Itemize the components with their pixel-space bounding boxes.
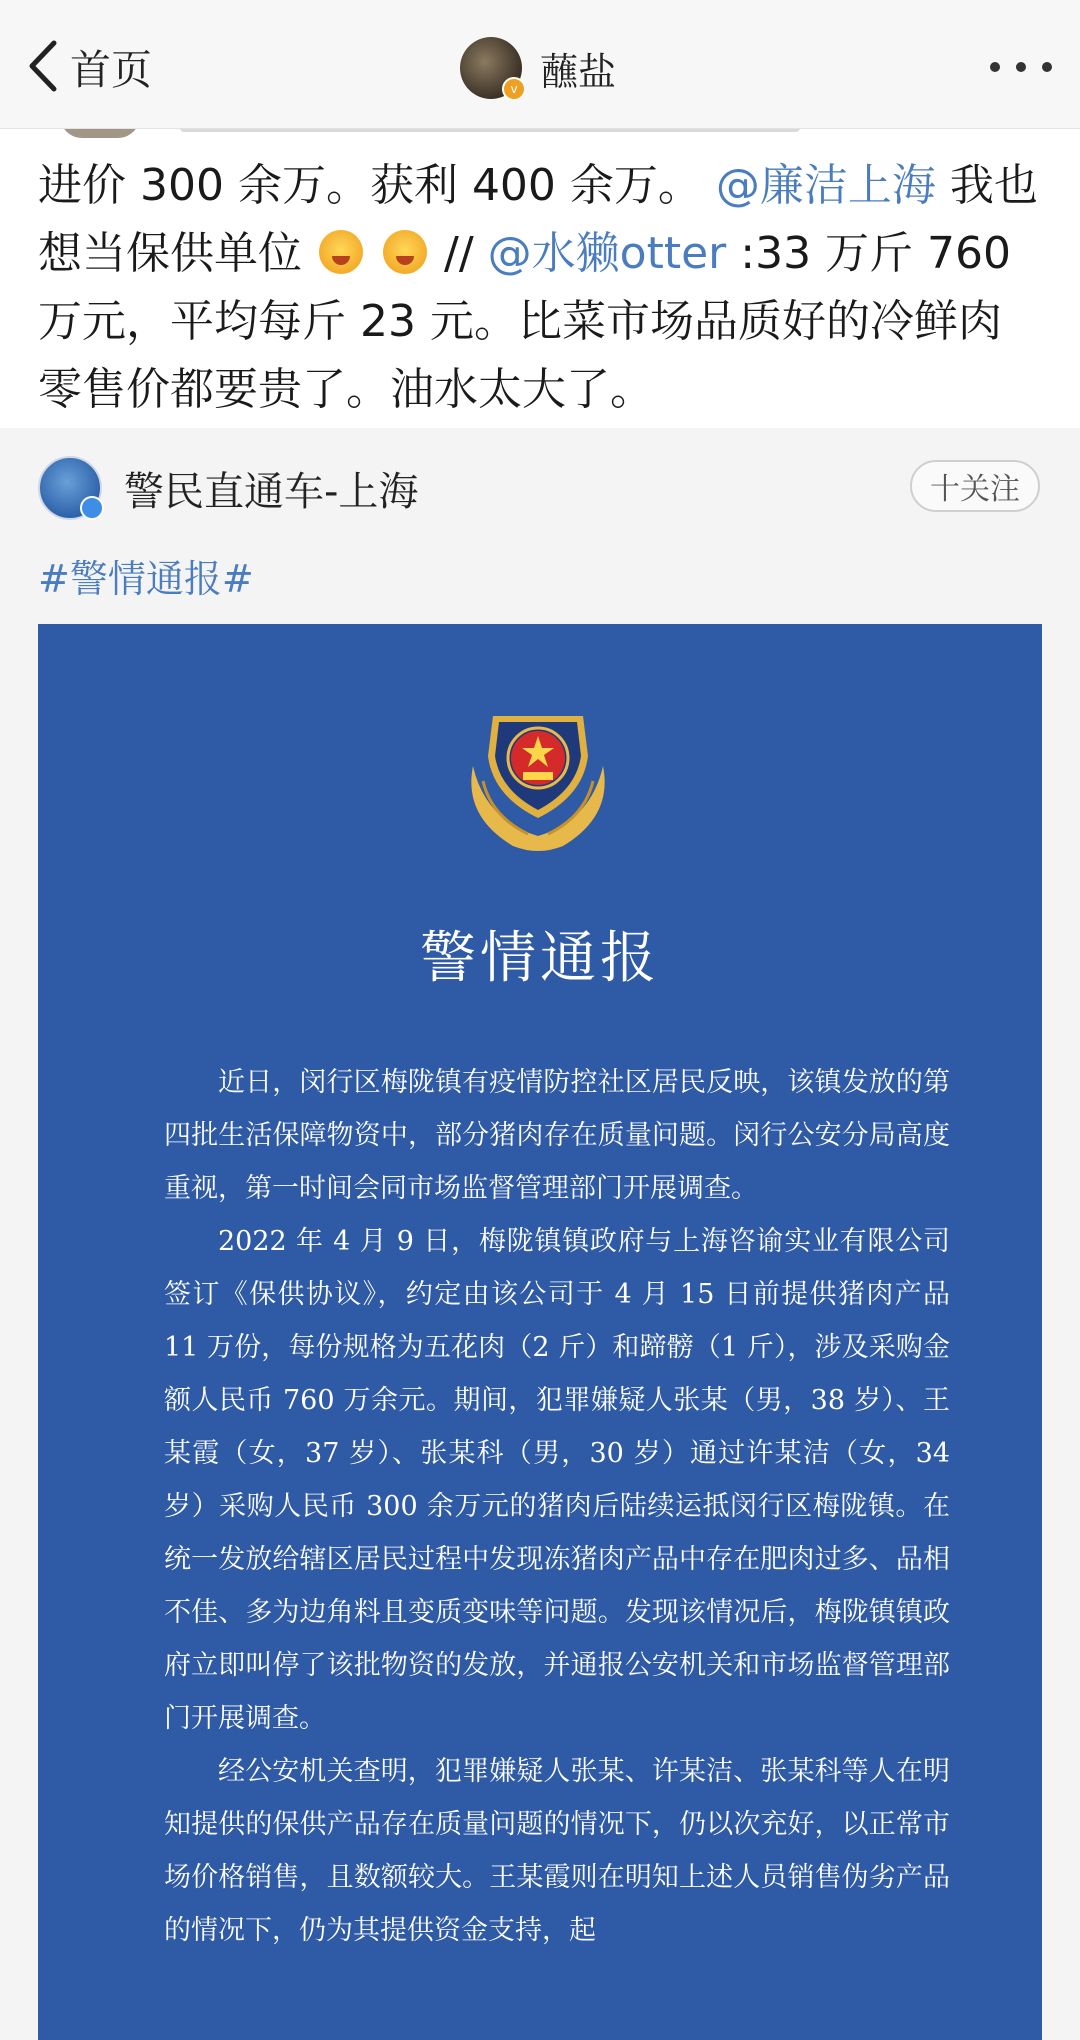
original-post[interactable]: [0, 428, 1080, 2040]
author-avatar[interactable]: [38, 456, 102, 520]
back-button[interactable]: [26, 36, 152, 96]
notice-paragraph: 经公安机关查明，犯罪嫌疑人张某、许某洁、张某科等人在明知提供的保供产品存在质量问题的情况下，仍以次充好，以正常市场价格销售，且数额较大。王某霞则在明知上述人员销售伪劣产品的情况下，仍为其提供资金支持，起: [164, 1756, 950, 1946]
verified-badge-icon: [80, 496, 104, 520]
hashtag-link[interactable]: #警情通报#: [38, 557, 254, 601]
notice-body: [164, 1056, 950, 1957]
repost-text-part: 进价 300 余万。获利 400 余万。: [38, 160, 702, 211]
emoji-heart-eyes-icon: [383, 230, 427, 274]
dot-icon: [990, 62, 1000, 72]
profile-name[interactable]: 蘸盐: [540, 49, 617, 94]
author-name[interactable]: 警民直通车-上海: [124, 468, 419, 515]
emoji-heart-eyes-icon: [319, 230, 363, 274]
follow-button[interactable]: 十关注: [910, 460, 1040, 512]
top-nav-bar: [0, 0, 1080, 129]
avatar[interactable]: [460, 37, 522, 99]
profile-header[interactable]: [460, 36, 616, 100]
blurred-avatar: [60, 128, 140, 138]
original-post-author[interactable]: [38, 456, 418, 520]
notice-paragraph: 2022 年 4 月 9 日，梅陇镇镇政府与上海咨谕实业有限公司签订《保供协议》，约定由该公司于 4 月 15 日前提供猪肉产品 11 万份，每份规格为五花肉（2 斤）和蹄髈（1 斤），涉及采购金额人民币 760 万余元。期间，犯罪嫌疑人张某（男，38 岁）、王某霞（女，37 岁）、张某科（男，30 岁）通过许某洁（女，34 岁）采购人民币 300 余万元的猪肉后陆续运抵闵行区梅陇镇。在统一发放给辖区居民过程中发现冻猪肉产品中存在肥肉过多、品相不佳、多为边角料且变质变味等问题。发现该情况后，梅陇镇镇政府立即叫停了该批物资的发放，并通报公安机关和市场监督管理部门开展调查。: [164, 1226, 950, 1734]
repost-text-part: 我也想当保供单位: [38, 160, 1038, 279]
repost-text-part: :33 万斤 760 万元，平均每斤 23 元。比菜市场品质好的冷鲜肉零售价都要贵了。油水太大了。: [38, 228, 1012, 415]
mention-link[interactable]: @水獭otter: [487, 228, 727, 279]
police-emblem-icon: [453, 696, 623, 866]
back-label: 首页: [70, 45, 152, 94]
repost-separator: //: [444, 228, 474, 279]
notice-paragraph: 近日，闵行区梅陇镇有疫情防控社区居民反映，该镇发放的第四批生活保障物资中，部分猪肉存在质量问题。闵行公安分局高度重视，第一时间会同市场监督管理部门开展调查。: [164, 1067, 950, 1204]
notice-image[interactable]: [38, 624, 1042, 2040]
chevron-left-icon: [26, 39, 60, 93]
repost-text: [0, 142, 1080, 454]
more-options-button[interactable]: [990, 52, 1052, 82]
verified-badge-icon: v: [502, 77, 526, 101]
scrolled-content-peek: [0, 128, 1080, 142]
mention-link[interactable]: @廉洁上海: [715, 160, 936, 211]
dot-icon: [1016, 62, 1026, 72]
dot-icon: [1042, 62, 1052, 72]
notice-title: 警情通报: [420, 926, 660, 991]
